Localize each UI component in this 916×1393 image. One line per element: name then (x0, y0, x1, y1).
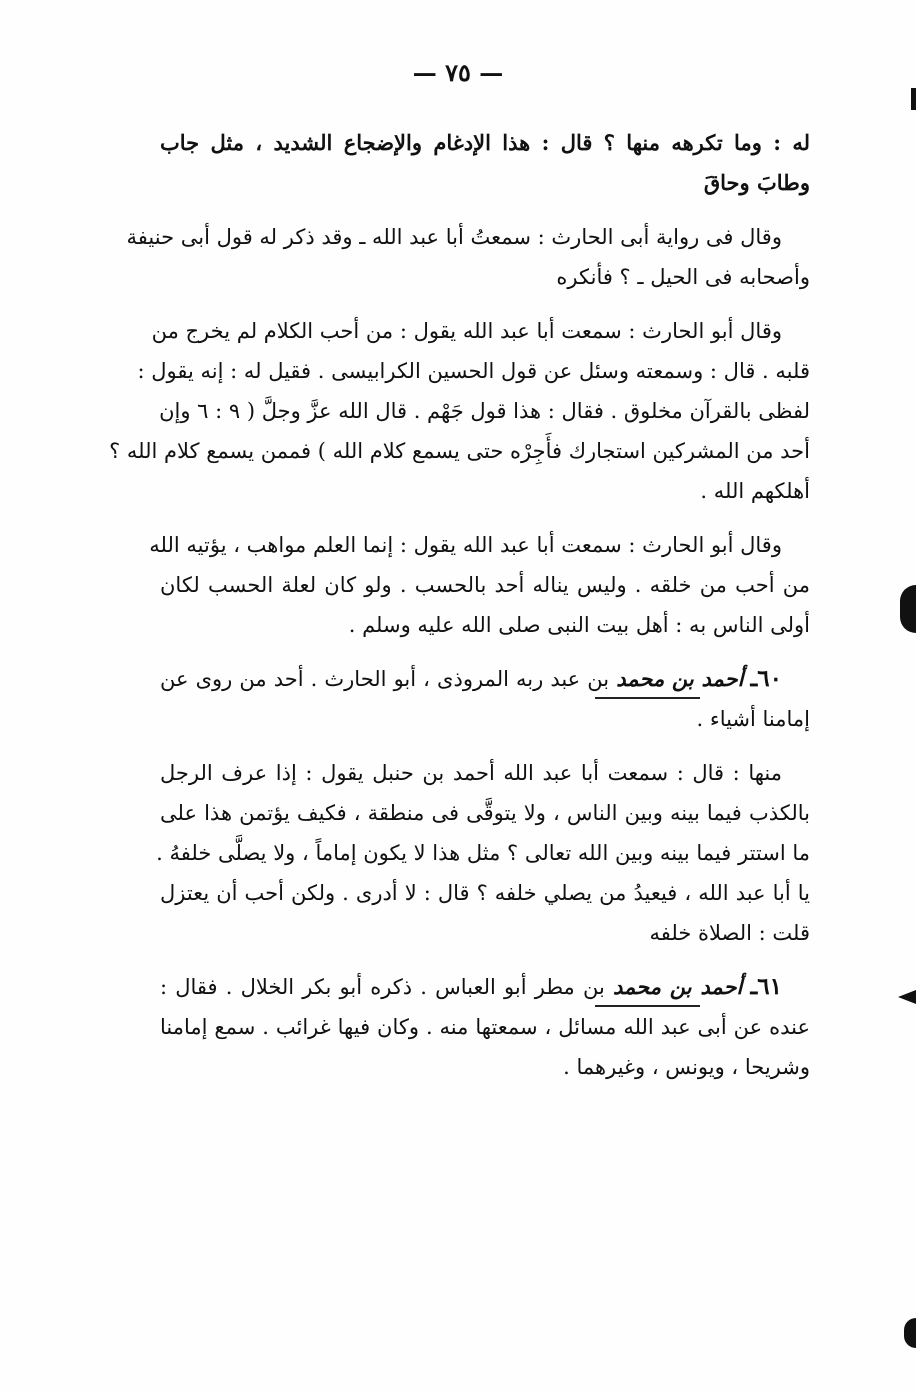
margin-mark-top (911, 88, 916, 110)
paragraph (156, 755, 810, 955)
name-underline (595, 1005, 700, 1007)
text-line: من أحب من خلقه . وليس يناله أحد بالحسب . ولو كان لعلة الحسب لكان (160, 573, 810, 597)
margin-mark-middle (900, 585, 916, 633)
text-line: منها : قال : سمعت أبا عبد الله أحمد بن حنبل يقول : إذا عرف الرجل (160, 761, 782, 785)
text-line: أحد من المشركين استجارك فأَجِرْه حتى يسمع كلام الله ) فممن يسمع كلام الله ؟ (109, 439, 810, 463)
entry-name: أحمد بن محمد (616, 666, 744, 691)
entry-name: أحمد بن محمد (612, 974, 743, 999)
text-line: يا أبا عبد الله ، فيعيدُ من يصلي خلفه ؟ قال : لا أدرى . ولكن أحب أن يعتزل (160, 881, 810, 905)
entry-heading-line (160, 661, 810, 701)
text-line: وقال أبو الحارث : سمعت أبا عبد الله يقول : من أحب الكلام لم يخرج من (151, 319, 782, 343)
text-line: وشريحا ، ويونس ، وغيرهما . (563, 1055, 810, 1079)
name-underline (595, 697, 700, 699)
text-line: ما استتر فيما بينه وبين الله تعالى ؟ مثل هذا لا يكون إماماً ، ولا يصلَّى خلفهُ . (156, 841, 810, 865)
entry-text: بن مطر أبو العباس . ذكره أبو بكر الخلال . فقال : (160, 975, 605, 999)
text-line: وقال أبو الحارث : سمعت أبا عبد الله يقول : إنما العلم مواهب ، يؤتيه الله (149, 533, 782, 557)
margin-mark-arrow (898, 990, 916, 1004)
text-line: بالكذب فيما بينه وبين الناس ، ولا يتوقَّى فى منطقة ، فكيف يؤتمن هذا على (160, 801, 810, 825)
entry-text: بن عبد ربه المروذى ، أبو الحارث . أحد من روى عن (160, 667, 610, 691)
text-line: إمامنا أشياء . (696, 707, 810, 731)
paragraph (160, 125, 810, 205)
text-line: لفظى بالقرآن مخلوق . فقال : هذا قول جَهْم . قال الله عزَّ وجلَّ ( ٩ : ٦ وإن (159, 399, 810, 423)
text-line: وطابَ وحاقَ (703, 170, 810, 195)
text-line: وأصحابه فى الحيل ـ ؟ فأنكره (556, 265, 810, 289)
paragraph (149, 527, 810, 647)
text-line: قلبه . قال : وسمعته وسئل عن قول الحسين الكرابيسى . فقيل له : إنه يقول : (137, 359, 810, 383)
text-line: قلت : الصلاة خلفه (649, 921, 810, 945)
text-line: عنده عن أبى عبد الله مسائل ، سمعتها منه . وكان فيها غرائب . سمع إمامنا (160, 1015, 810, 1039)
entry-number: ٦١ـ (750, 973, 782, 1000)
entry-number: ٦٠ـ (750, 665, 783, 692)
page-number: — ٧٥ — (412, 58, 504, 87)
text-line: له : وما تكرهه منها ؟ قال : هذا الإدغام والإضجاع الشديد ، مثل جاب (160, 130, 810, 155)
entry-60 (160, 661, 810, 741)
text-line: أولى الناس به : أهل بيت النبى صلى الله عليه وسلم . (348, 613, 810, 637)
paragraph (109, 313, 810, 513)
entry-61 (160, 969, 810, 1089)
entry-heading-line (160, 969, 810, 1009)
page-body (109, 125, 810, 1103)
text-line: أهلكهم الله . (700, 479, 810, 503)
paragraph (126, 219, 810, 299)
text-line: وقال فى رواية أبى الحارث : سمعتُ أبا عبد الله ـ وقد ذكر له قول أبى حنيفة (126, 225, 782, 249)
margin-mark-bottom (904, 1318, 916, 1348)
